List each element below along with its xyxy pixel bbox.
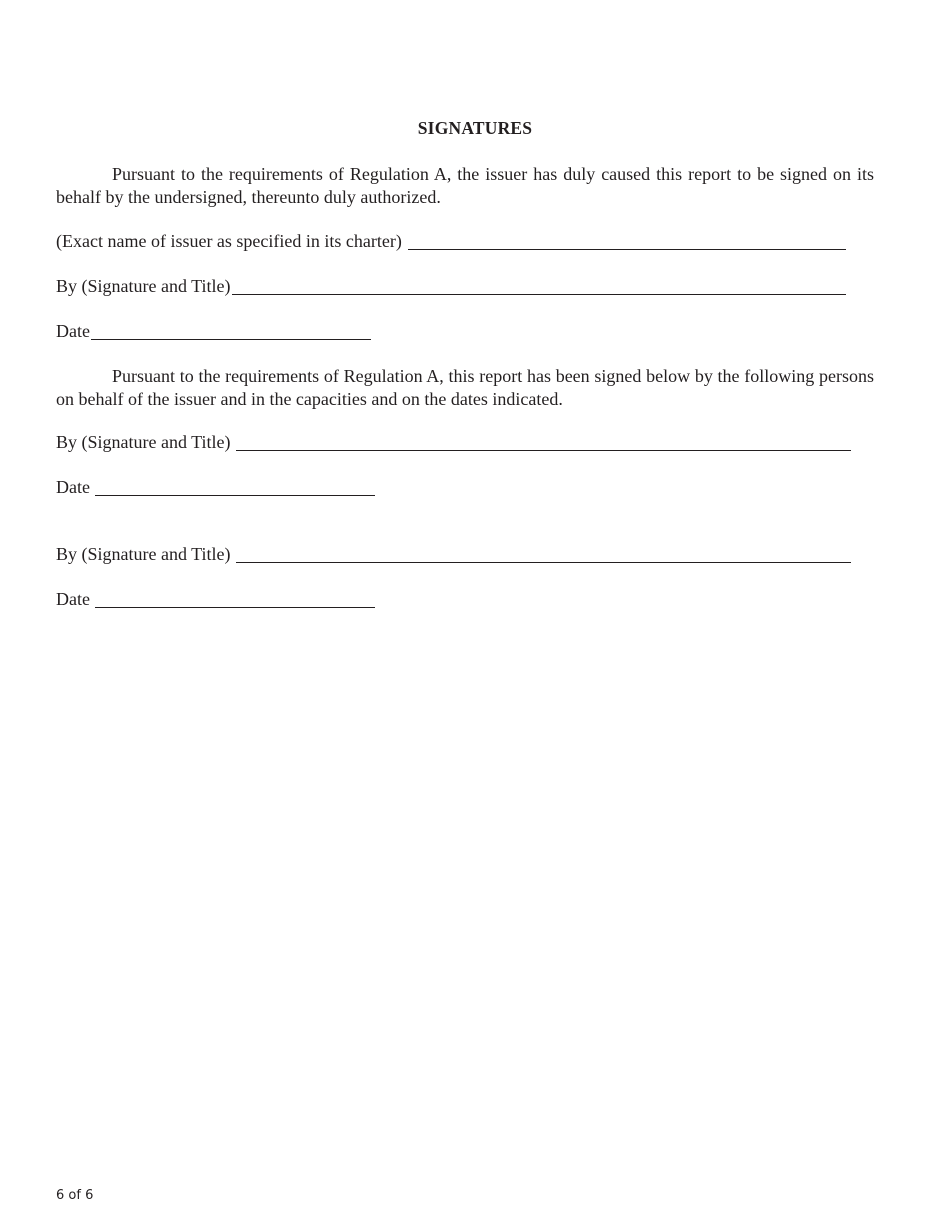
issuer-signature-paragraph: Pursuant to the requirements of Regulation A, the issuer has duly caused this report to be signed on its behalf by the undersigned, thereunto duly authorized. [56,164,874,207]
person-2-signature-row [56,543,851,565]
page-title: SIGNATURES [417,118,533,138]
person-1-signature-field[interactable] [236,434,851,451]
page-number: 6 of 6 [56,1188,94,1203]
issuer-name-field[interactable] [408,233,846,250]
issuer-date-row [56,320,371,342]
issuer-signature-field[interactable] [232,278,846,295]
person-2-date-row [56,588,375,610]
person-1-date-field[interactable] [95,479,375,496]
date-label: Date [56,477,90,497]
date-label: Date [56,589,90,609]
signature-label: By (Signature and Title) [56,432,231,452]
issuer-name-row [56,230,846,252]
issuer-signature-row [56,275,846,297]
date-label: Date [56,321,90,341]
person-2-date-field[interactable] [95,591,375,608]
issuer-name-label: (Exact name of issuer as specified in its charter) [56,231,402,251]
persons-signature-paragraph: Pursuant to the requirements of Regulation A, this report has been signed below by the following persons on behalf of the issuer and in the capacities and on the dates indicated. [56,366,874,409]
signature-label: By (Signature and Title) [56,544,231,564]
person-1-signature-row [56,431,851,453]
person-2-signature-field[interactable] [236,546,851,563]
issuer-date-field[interactable] [91,323,371,340]
signature-label: By (Signature and Title) [56,276,231,296]
person-1-date-row [56,476,375,498]
